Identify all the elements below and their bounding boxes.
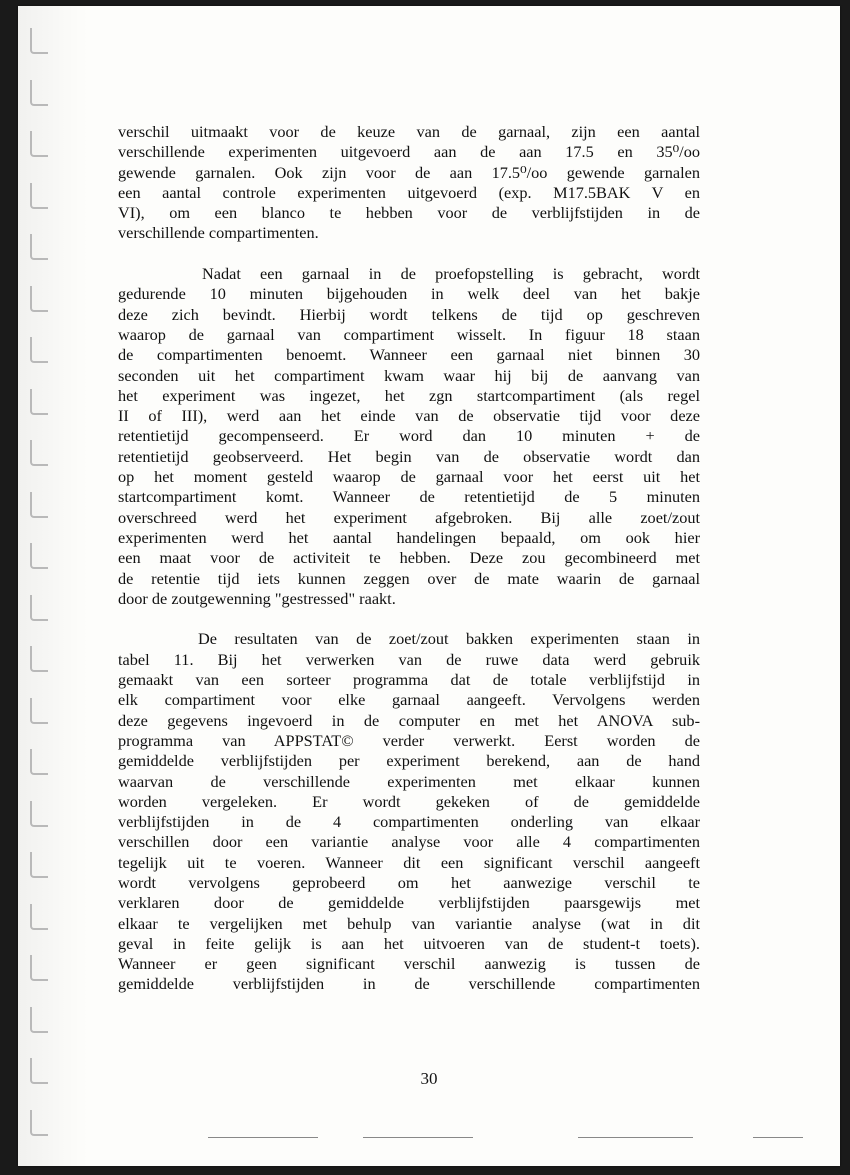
text-line: gewende garnalen. Ook zijn voor de aan 17.5⁰/oo gewende garnalen: [118, 162, 700, 182]
binding-hole: [30, 801, 48, 827]
text-line: Nadat een garnaal in de proefopstelling is gebracht, wordt: [202, 264, 700, 284]
text-line: op het moment gesteld waarop de garnaal voor het eerst uit het: [118, 467, 700, 487]
page-number: 30: [420, 1069, 438, 1088]
text-line: retentietijd gecompenseerd. Er word dan 10 minuten + de: [118, 426, 700, 446]
text-line: verschil uitmaakt voor de keuze van de garnaal, zijn een aantal: [118, 122, 700, 141]
paragraph: [118, 122, 700, 244]
binding-hole: [30, 80, 48, 106]
text-line: waarop de garnaal van compartiment wisselt. In figuur 18 staan: [118, 324, 700, 344]
binding-strip: [18, 6, 88, 1166]
text-line: worden vergeleken. Er wordt gekeken of de gemiddelde: [118, 791, 700, 811]
text-line: een aantal controle experimenten uitgevoerd (exp. M17.5BAK V en: [118, 182, 700, 202]
text-line: deze gegevens ingevoerd in de computer en met het ANOVA sub-: [118, 710, 700, 730]
text-line: de retentie tijd iets kunnen zeggen over de mate waarin de garnaal: [118, 568, 700, 588]
bottom-rule-segment: [363, 1137, 473, 1138]
text-line: VI), om een blanco te hebben voor de verblijfstijden in de: [118, 203, 700, 223]
text-line: Wanneer er geen significant verschil aanwezig is tussen de: [118, 954, 700, 974]
paragraph: [118, 629, 700, 994]
text-line: tegelijk uit te voeren. Wanneer dit een significant verschil aangeeft: [118, 852, 700, 872]
body-text: [118, 122, 700, 995]
binding-hole: [30, 183, 48, 209]
document-page: [18, 6, 840, 1166]
paragraph-gap: [118, 244, 700, 264]
binding-hole: [30, 389, 48, 415]
text-line: II of III), werd aan het einde van de observatie tijd voor deze: [118, 406, 700, 426]
text-line: startcompartiment komt. Wanneer de retentietijd de 5 minuten: [118, 487, 700, 507]
text-line: tabel 11. Bij het verwerken van de ruwe data werd gebruik: [118, 649, 700, 669]
text-line: wordt vervolgens geprobeerd om het aanwezige verschil te: [118, 872, 700, 892]
text-line: gemiddelde verblijfstijden per experiment berekend, aan de hand: [118, 751, 700, 771]
text-line: deze zich bevindt. Hierbij wordt telkens de tijd op geschreven: [118, 304, 700, 324]
binding-hole: [30, 234, 48, 260]
text-line: verschillen door een variantie analyse voor alle 4 compartimenten: [118, 832, 700, 852]
text-line: De resultaten van de zoet/zout bakken experimenten staan in: [198, 629, 700, 649]
paragraph: [118, 264, 700, 609]
text-line: elkaar te vergelijken met behulp van variantie analyse (wat in dit: [118, 913, 700, 933]
bottom-rule-segment: [578, 1137, 693, 1138]
text-line: verblijfstijden in de 4 compartimenten onderling van elkaar: [118, 812, 700, 832]
binding-hole: [30, 595, 48, 621]
text-line: geval in feite gelijk is aan het uitvoeren van de student-t toets).: [118, 933, 700, 953]
bottom-rule-segment: [208, 1137, 318, 1138]
text-line: de compartimenten benoemt. Wanneer een garnaal niet binnen 30: [118, 345, 700, 365]
binding-hole: [30, 1007, 48, 1033]
text-line: gemiddelde verblijfstijden in de verschillende compartimenten: [118, 974, 700, 994]
binding-hole: [30, 1110, 48, 1136]
text-line: gemaakt van een sorteer programma dat de totale verblijfstijd in: [118, 670, 700, 690]
text-line: retentietijd geobserveerd. Het begin van de observatie wordt dan: [118, 446, 700, 466]
text-line: door de zoutgewenning "gestressed" raakt.: [118, 588, 396, 608]
binding-hole: [30, 28, 48, 54]
binding-hole: [30, 904, 48, 930]
binding-hole: [30, 492, 48, 518]
text-line: verschillende experimenten uitgevoerd aan de aan 17.5 en 35⁰/oo: [118, 142, 700, 162]
text-line: gedurende 10 minuten bijgehouden in welk deel van het bakje: [118, 284, 700, 304]
text-line: overschreed werd het experiment afgebroken. Bij alle zoet/zout: [118, 507, 700, 527]
text-line: een maat voor de activiteit te hebben. Deze zou gecombineerd met: [118, 548, 700, 568]
binding-hole: [30, 852, 48, 878]
text-line: programma van APPSTAT© verder verwerkt. Eerst worden de: [118, 730, 700, 750]
text-line: verklaren door de gemiddelde verblijfstijden paarsgewijs met: [118, 893, 700, 913]
binding-hole: [30, 337, 48, 363]
binding-hole: [30, 955, 48, 981]
paragraph-gap: [118, 609, 700, 629]
binding-hole: [30, 698, 48, 724]
bottom-rule-lines: [18, 1137, 840, 1141]
binding-hole: [30, 646, 48, 672]
text-line: experimenten werd het aantal handelingen bepaald, om ook hier: [118, 527, 700, 547]
text-line: elk compartiment voor elke garnaal aangeeft. Vervolgens werden: [118, 690, 700, 710]
text-line: waarvan de verschillende experimenten met elkaar kunnen: [118, 771, 700, 791]
binding-hole: [30, 440, 48, 466]
text-line: seconden uit het compartiment kwam waar hij bij de aanvang van: [118, 365, 700, 385]
binding-hole: [30, 131, 48, 157]
bottom-rule-segment: [753, 1137, 803, 1138]
binding-hole: [30, 286, 48, 312]
binding-hole: [30, 749, 48, 775]
binding-hole: [30, 543, 48, 569]
text-line: verschillende compartimenten.: [118, 223, 319, 243]
text-line: het experiment was ingezet, het zgn startcompartiment (als regel: [118, 385, 700, 405]
